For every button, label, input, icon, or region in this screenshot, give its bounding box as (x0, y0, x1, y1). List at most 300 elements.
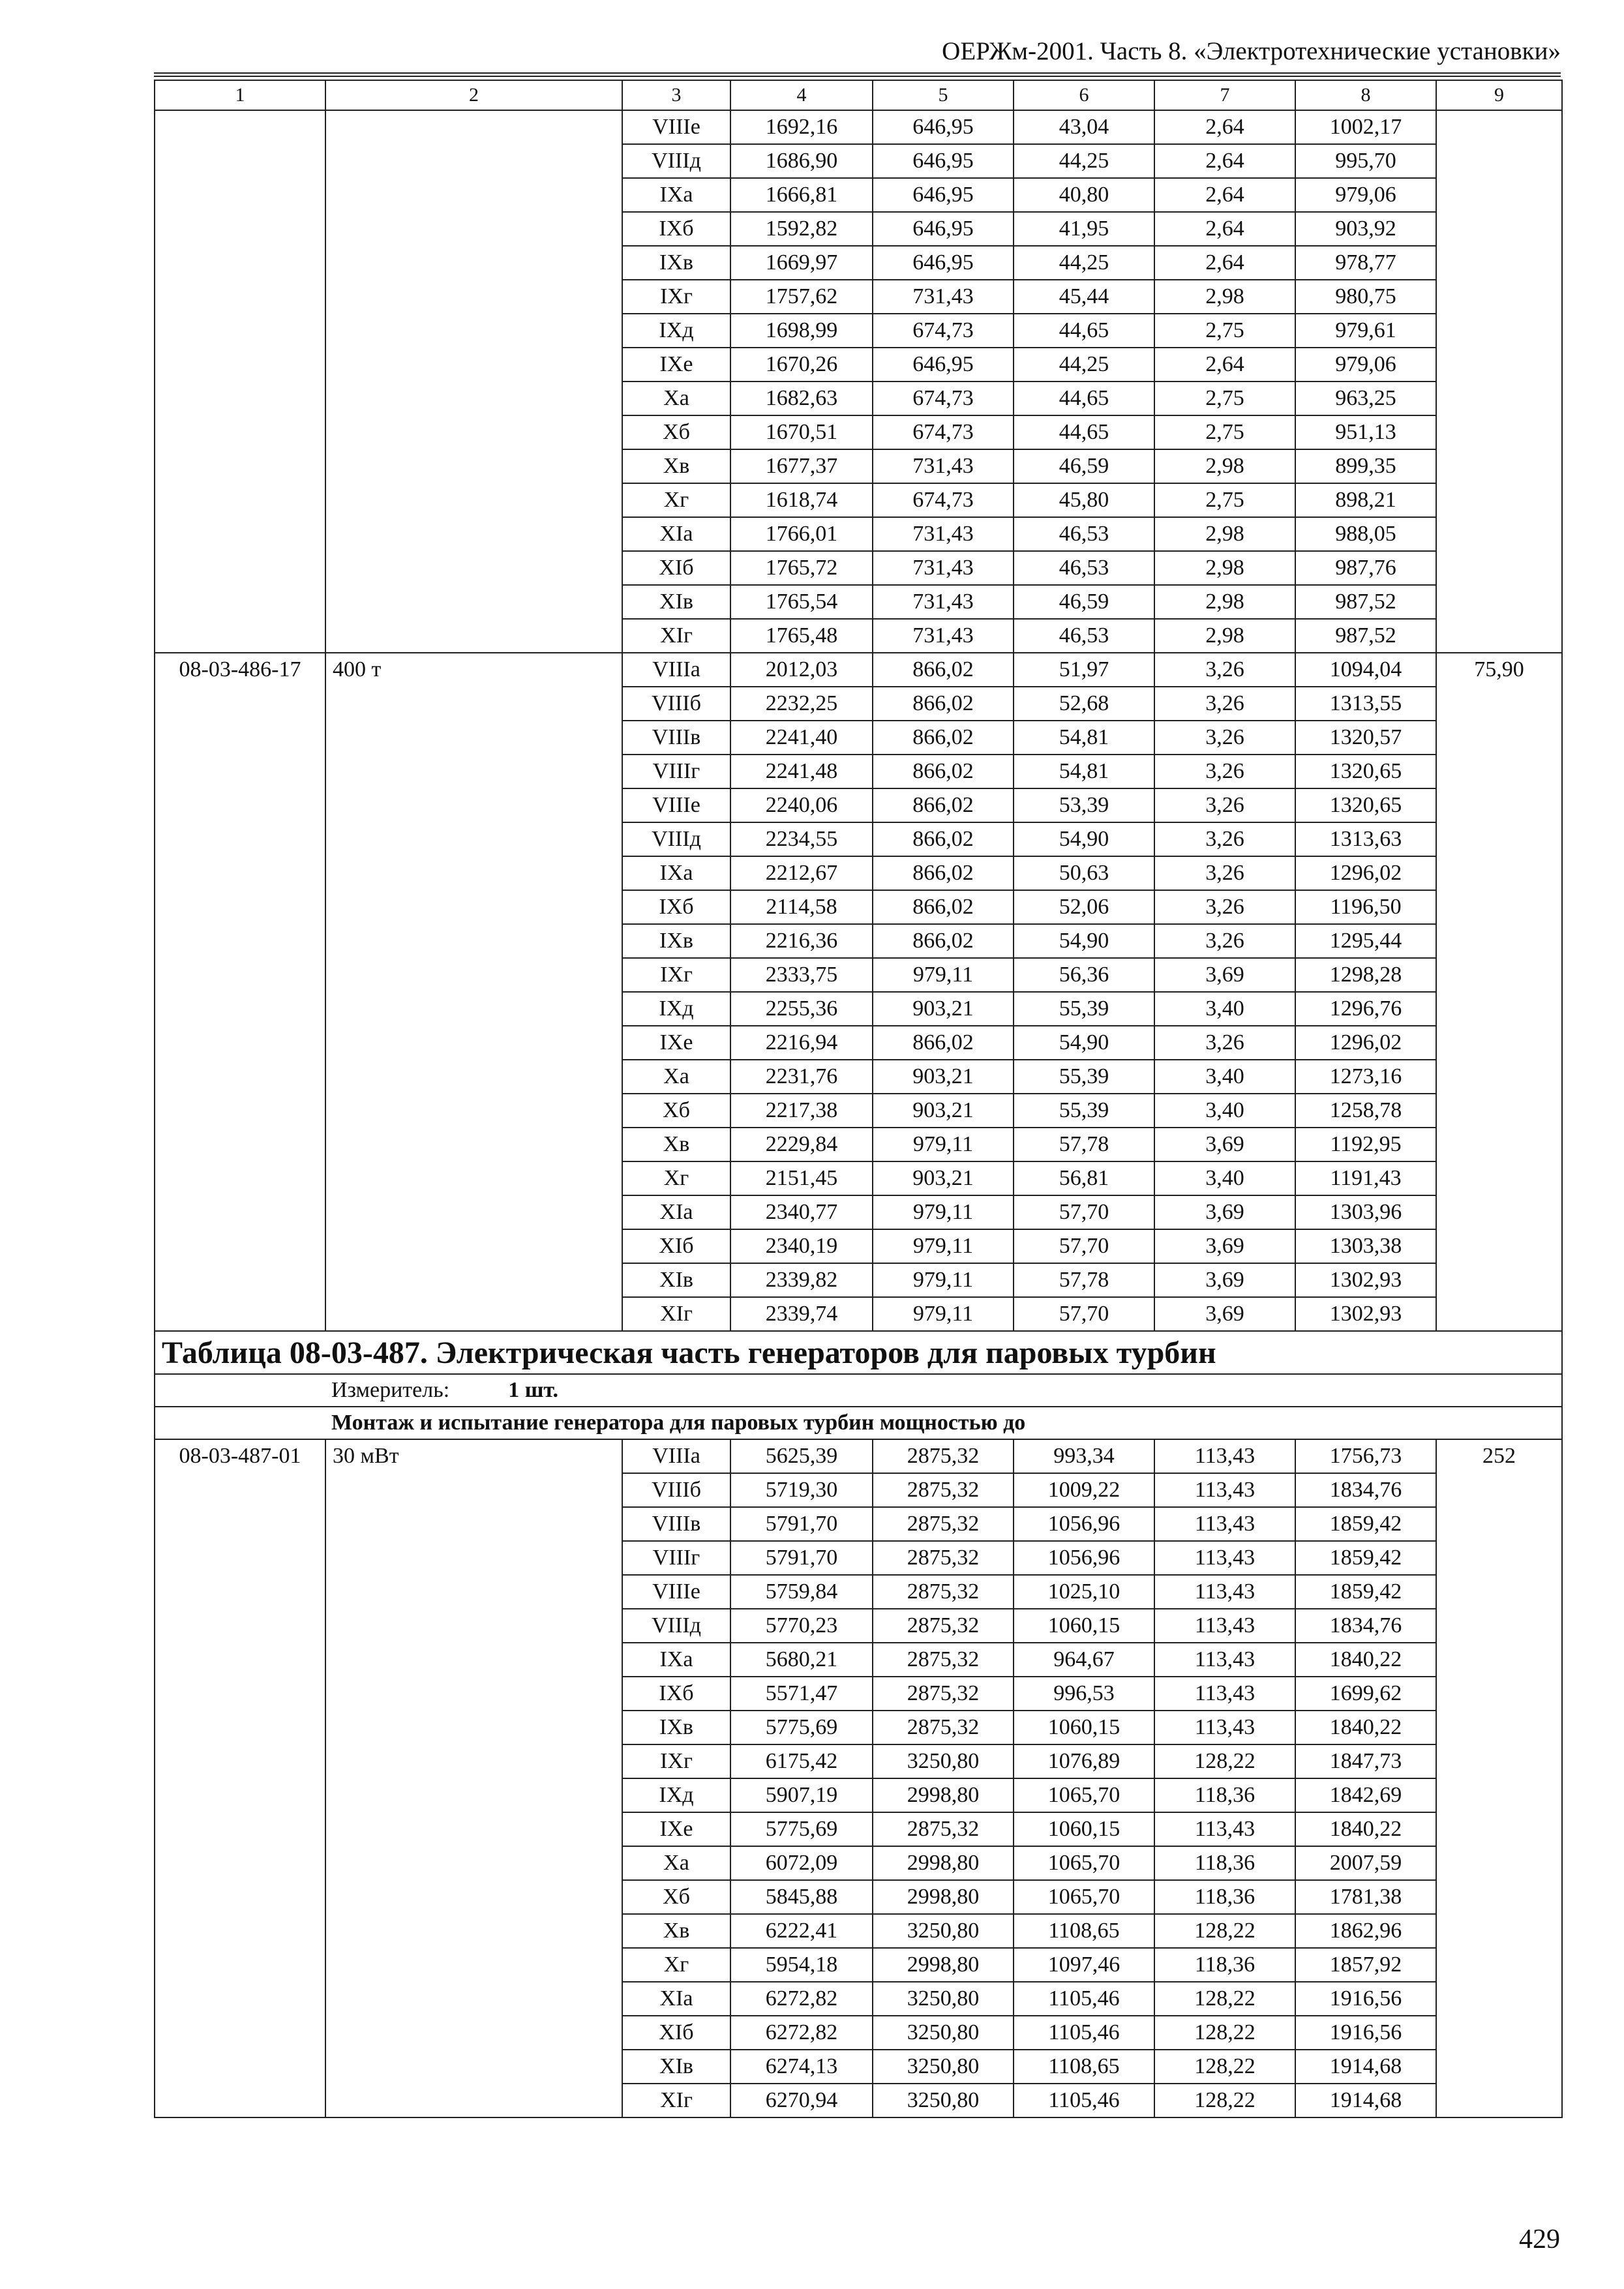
column-number: 2 (325, 80, 622, 110)
data-cell: 1273,16 (1295, 1060, 1436, 1094)
table-row (155, 110, 1562, 144)
data-cell: 979,11 (873, 1263, 1014, 1297)
data-cell: 46,53 (1014, 517, 1154, 551)
data-cell: 2240,06 (730, 788, 873, 822)
data-cell: 1859,42 (1295, 1541, 1436, 1575)
data-cell: 2,64 (1154, 110, 1295, 144)
data-cell: 1677,37 (730, 449, 873, 483)
data-cell: 2875,32 (873, 1439, 1014, 1473)
data-cell: 1669,97 (730, 246, 873, 280)
data-cell: 2,98 (1154, 585, 1295, 619)
subheading-row (155, 1407, 1562, 1439)
data-cell: 1670,51 (730, 415, 873, 449)
column-number: 8 (1295, 80, 1436, 110)
data-cell: 2875,32 (873, 1711, 1014, 1744)
data-cell: 3250,80 (873, 2050, 1014, 2084)
data-cell: 57,70 (1014, 1195, 1154, 1229)
data-cell: 46,53 (1014, 551, 1154, 585)
meter-cell (155, 1374, 1562, 1407)
data-cell: 55,39 (1014, 1094, 1154, 1128)
data-cell: 1076,89 (1014, 1744, 1154, 1778)
data-cell: 46,59 (1014, 449, 1154, 483)
data-cell: 1097,46 (1014, 1948, 1154, 1982)
data-cell: 5845,88 (730, 1880, 873, 1914)
data-cell: 41,95 (1014, 212, 1154, 246)
data-cell: 964,67 (1014, 1643, 1154, 1677)
data-cell: 1296,02 (1295, 856, 1436, 890)
data-cell: VIIIа (622, 1439, 730, 1473)
data-cell: 52,06 (1014, 890, 1154, 924)
data-cell: 3,26 (1154, 890, 1295, 924)
data-cell: 731,43 (873, 280, 1014, 314)
rate-name-cell: 400 т (325, 653, 622, 1331)
data-cell: 1698,99 (730, 314, 873, 348)
data-cell: 3,26 (1154, 788, 1295, 822)
column-number: 6 (1014, 80, 1154, 110)
data-cell: 54,90 (1014, 822, 1154, 856)
data-cell: 987,52 (1295, 619, 1436, 653)
data-cell: IXг (622, 280, 730, 314)
column-number: 9 (1436, 80, 1562, 110)
data-cell: Xб (622, 415, 730, 449)
data-cell: 128,22 (1154, 2084, 1295, 2117)
data-cell: 1765,54 (730, 585, 873, 619)
data-cell: Xв (622, 1914, 730, 1948)
section-title-row (155, 1331, 1562, 1374)
meter-row (155, 1374, 1562, 1407)
data-cell: 1682,63 (730, 382, 873, 415)
data-cell: 5759,84 (730, 1575, 873, 1609)
data-cell: 2,64 (1154, 144, 1295, 178)
data-cell: 674,73 (873, 382, 1014, 415)
data-cell: 731,43 (873, 585, 1014, 619)
data-cell: 2,64 (1154, 212, 1295, 246)
data-cell: 866,02 (873, 788, 1014, 822)
data-cell: VIIIв (622, 1507, 730, 1541)
data-cell: 45,44 (1014, 280, 1154, 314)
data-cell: 2875,32 (873, 1643, 1014, 1677)
data-cell: 1840,22 (1295, 1812, 1436, 1846)
data-cell: 866,02 (873, 687, 1014, 721)
data-cell: 5791,70 (730, 1507, 873, 1541)
data-cell: IXв (622, 1711, 730, 1744)
data-cell: VIIIг (622, 1541, 730, 1575)
data-cell: 5907,19 (730, 1778, 873, 1812)
data-cell: 5770,23 (730, 1609, 873, 1643)
data-cell: 2339,74 (730, 1297, 873, 1331)
data-cell: IXе (622, 1812, 730, 1846)
data-cell: Xг (622, 1948, 730, 1982)
data-cell: 1756,73 (1295, 1439, 1436, 1473)
data-cell: 1108,65 (1014, 1914, 1154, 1948)
data-cell: 2231,76 (730, 1060, 873, 1094)
data-cell: 3250,80 (873, 1744, 1014, 1778)
data-cell: 46,59 (1014, 585, 1154, 619)
data-cell: 2255,36 (730, 992, 873, 1026)
labor-cell: 75,90 (1436, 653, 1562, 1331)
data-cell: 2875,32 (873, 1609, 1014, 1643)
data-cell: 2,75 (1154, 415, 1295, 449)
data-cell: 731,43 (873, 551, 1014, 585)
data-cell: 903,21 (873, 1161, 1014, 1195)
data-cell: 1192,95 (1295, 1128, 1436, 1161)
data-cell: 979,11 (873, 1128, 1014, 1161)
data-cell: 1757,62 (730, 280, 873, 314)
data-cell: 56,81 (1014, 1161, 1154, 1195)
data-cell: 2875,32 (873, 1507, 1014, 1541)
data-cell: 5571,47 (730, 1677, 873, 1711)
data-cell: 3,69 (1154, 958, 1295, 992)
table-title: Таблица 08-03-487. Электрическая часть генераторов для паровых турбин (155, 1331, 1562, 1374)
meter-value: 1 шт. (508, 1378, 559, 1402)
data-cell: XIв (622, 585, 730, 619)
data-cell: 979,11 (873, 1195, 1014, 1229)
data-cell: 2216,36 (730, 924, 873, 958)
data-cell: 2114,58 (730, 890, 873, 924)
rate-code-cell: 08-03-486-17 (155, 653, 325, 1331)
data-cell: 2998,80 (873, 1880, 1014, 1914)
data-cell: 113,43 (1154, 1643, 1295, 1677)
data-cell: 53,39 (1014, 788, 1154, 822)
data-cell: 40,80 (1014, 178, 1154, 212)
data-cell: 2,64 (1154, 348, 1295, 382)
data-cell: 1060,15 (1014, 1711, 1154, 1744)
data-cell: 2,98 (1154, 280, 1295, 314)
data-cell: XIа (622, 1982, 730, 2016)
data-cell: 979,11 (873, 958, 1014, 992)
data-cell: Xб (622, 1094, 730, 1128)
data-cell: 2339,82 (730, 1263, 873, 1297)
data-cell: 5775,69 (730, 1812, 873, 1846)
data-cell: 54,90 (1014, 924, 1154, 958)
column-number: 1 (155, 80, 325, 110)
data-cell: 113,43 (1154, 1677, 1295, 1711)
data-cell: 2241,48 (730, 755, 873, 788)
data-cell: 5791,70 (730, 1541, 873, 1575)
data-cell: 1302,93 (1295, 1297, 1436, 1331)
data-cell: XIа (622, 1195, 730, 1229)
data-cell: 903,21 (873, 992, 1014, 1026)
data-cell: 1320,65 (1295, 755, 1436, 788)
data-cell: 3,69 (1154, 1128, 1295, 1161)
data-cell: XIа (622, 517, 730, 551)
data-cell: 45,80 (1014, 483, 1154, 517)
data-cell: 46,53 (1014, 619, 1154, 653)
data-cell: IXг (622, 958, 730, 992)
data-cell: 118,36 (1154, 1880, 1295, 1914)
data-cell: 3250,80 (873, 2016, 1014, 2050)
data-cell: 1618,74 (730, 483, 873, 517)
data-cell: 1313,55 (1295, 687, 1436, 721)
data-cell: 1065,70 (1014, 1846, 1154, 1880)
meter-label: Измеритель: (331, 1378, 450, 1402)
data-cell: 113,43 (1154, 1609, 1295, 1643)
data-cell: 646,95 (873, 110, 1014, 144)
data-cell: 1692,16 (730, 110, 873, 144)
data-cell: 1916,56 (1295, 2016, 1436, 2050)
data-cell: XIг (622, 2084, 730, 2117)
column-number: 7 (1154, 80, 1295, 110)
data-cell: 3250,80 (873, 1914, 1014, 1948)
data-cell: 646,95 (873, 144, 1014, 178)
data-cell: 6175,42 (730, 1744, 873, 1778)
data-cell: 979,61 (1295, 314, 1436, 348)
data-cell: 6274,13 (730, 2050, 873, 2084)
data-cell: 1859,42 (1295, 1507, 1436, 1541)
data-cell: 1857,92 (1295, 1948, 1436, 1982)
data-cell: 903,92 (1295, 212, 1436, 246)
data-cell: 1834,76 (1295, 1609, 1436, 1643)
data-cell: 1105,46 (1014, 2016, 1154, 2050)
data-cell: 951,13 (1295, 415, 1436, 449)
data-cell: IXб (622, 890, 730, 924)
data-cell: 3250,80 (873, 2084, 1014, 2117)
data-cell: 57,78 (1014, 1263, 1154, 1297)
data-cell: Xв (622, 449, 730, 483)
data-cell: IXе (622, 348, 730, 382)
data-cell: 3250,80 (873, 1982, 1014, 2016)
data-cell: 2998,80 (873, 1948, 1014, 1982)
data-cell: 1847,73 (1295, 1744, 1436, 1778)
data-cell: 1295,44 (1295, 924, 1436, 958)
data-cell: 993,34 (1014, 1439, 1154, 1473)
data-cell: 3,26 (1154, 856, 1295, 890)
data-cell: 2234,55 (730, 822, 873, 856)
data-cell: XIв (622, 1263, 730, 1297)
data-cell: 3,69 (1154, 1263, 1295, 1297)
data-cell: 3,26 (1154, 1026, 1295, 1060)
data-cell: 2875,32 (873, 1541, 1014, 1575)
data-cell: Xг (622, 483, 730, 517)
data-cell: 2212,67 (730, 856, 873, 890)
data-cell: 1834,76 (1295, 1473, 1436, 1507)
data-cell: IXа (622, 1643, 730, 1677)
column-number-row (155, 80, 1562, 110)
data-cell: 44,25 (1014, 246, 1154, 280)
data-cell: 1840,22 (1295, 1711, 1436, 1744)
data-cell: 1094,04 (1295, 653, 1436, 687)
data-cell: VIIIг (622, 755, 730, 788)
data-cell: 57,70 (1014, 1297, 1154, 1331)
data-cell: 866,02 (873, 1026, 1014, 1060)
data-cell: XIв (622, 2050, 730, 2084)
data-cell: 52,68 (1014, 687, 1154, 721)
data-cell: 50,63 (1014, 856, 1154, 890)
data-cell: 1060,15 (1014, 1812, 1154, 1846)
data-cell: 1592,82 (730, 212, 873, 246)
data-cell: IXд (622, 1778, 730, 1812)
data-cell: 988,05 (1295, 517, 1436, 551)
data-cell: 44,65 (1014, 415, 1154, 449)
data-cell: 128,22 (1154, 2050, 1295, 2084)
data-cell: 1840,22 (1295, 1643, 1436, 1677)
data-cell: 980,75 (1295, 280, 1436, 314)
data-cell: 44,25 (1014, 144, 1154, 178)
data-cell: 54,81 (1014, 721, 1154, 755)
data-cell: 3,26 (1154, 653, 1295, 687)
data-cell: 2216,94 (730, 1026, 873, 1060)
data-cell: 963,25 (1295, 382, 1436, 415)
data-cell: XIб (622, 551, 730, 585)
data-cell: 128,22 (1154, 1744, 1295, 1778)
data-cell: Xг (622, 1161, 730, 1195)
data-cell: 899,35 (1295, 449, 1436, 483)
data-cell: 2232,25 (730, 687, 873, 721)
data-cell: 113,43 (1154, 1711, 1295, 1744)
data-cell: 6272,82 (730, 2016, 873, 2050)
data-cell: 5719,30 (730, 1473, 873, 1507)
data-cell: XIб (622, 1229, 730, 1263)
data-cell: 866,02 (873, 890, 1014, 924)
data-cell: 1916,56 (1295, 1982, 1436, 2016)
data-cell: 6272,82 (730, 1982, 873, 2016)
data-cell: 2998,80 (873, 1778, 1014, 1812)
data-cell: 1065,70 (1014, 1880, 1154, 1914)
data-cell: 2340,19 (730, 1229, 873, 1263)
data-cell: 1296,76 (1295, 992, 1436, 1026)
running-header: ОЕРЖм-2001. Часть 8. «Электротехнические установки» (942, 37, 1561, 65)
data-cell: IXб (622, 212, 730, 246)
rate-code-cell: 08-03-487-01 (155, 1439, 325, 2117)
data-cell: 44,65 (1014, 382, 1154, 415)
data-cell: IXб (622, 1677, 730, 1711)
data-cell: 1842,69 (1295, 1778, 1436, 1812)
data-cell: 903,21 (873, 1094, 1014, 1128)
subheading: Монтаж и испытание генератора для паровых турбин мощностью до (155, 1407, 1562, 1439)
data-cell: 1914,68 (1295, 2050, 1436, 2084)
data-cell: 995,70 (1295, 144, 1436, 178)
data-cell: 2151,45 (730, 1161, 873, 1195)
data-cell: 2998,80 (873, 1846, 1014, 1880)
data-cell: 1320,57 (1295, 721, 1436, 755)
data-cell: 2012,03 (730, 653, 873, 687)
data-cell: Xа (622, 1846, 730, 1880)
data-cell: 57,78 (1014, 1128, 1154, 1161)
data-cell: 1025,10 (1014, 1575, 1154, 1609)
data-cell: 3,26 (1154, 755, 1295, 788)
data-cell: 1302,93 (1295, 1263, 1436, 1297)
data-cell: 1191,43 (1295, 1161, 1436, 1195)
data-cell: VIIIб (622, 1473, 730, 1507)
table-row (155, 653, 1562, 687)
data-cell: VIIIа (622, 653, 730, 687)
data-cell: 44,65 (1014, 314, 1154, 348)
data-cell: IXг (622, 1744, 730, 1778)
header-rule (154, 72, 1561, 77)
data-cell: 1686,90 (730, 144, 873, 178)
data-cell: 2,64 (1154, 178, 1295, 212)
data-cell: 3,40 (1154, 992, 1295, 1026)
data-cell: Xб (622, 1880, 730, 1914)
data-cell: 118,36 (1154, 1846, 1295, 1880)
rate-name-cell: 30 мВт (325, 1439, 622, 2117)
data-cell: 2,98 (1154, 517, 1295, 551)
data-cell: 128,22 (1154, 2016, 1295, 2050)
data-cell: 898,21 (1295, 483, 1436, 517)
data-cell: 3,40 (1154, 1161, 1295, 1195)
data-cell: 5625,39 (730, 1439, 873, 1473)
data-cell: 3,40 (1154, 1060, 1295, 1094)
data-cell: 57,70 (1014, 1229, 1154, 1263)
data-cell: 2,75 (1154, 483, 1295, 517)
data-cell: 646,95 (873, 348, 1014, 382)
data-cell: 44,25 (1014, 348, 1154, 382)
data-cell: 987,52 (1295, 585, 1436, 619)
data-cell: 1105,46 (1014, 2084, 1154, 2117)
data-cell: 3,69 (1154, 1195, 1295, 1229)
data-cell: 2,75 (1154, 314, 1295, 348)
data-cell: IXе (622, 1026, 730, 1060)
data-cell: 1670,26 (730, 348, 873, 382)
data-cell: 2333,75 (730, 958, 873, 992)
rate-code-cell (155, 110, 325, 653)
data-cell: XIб (622, 2016, 730, 2050)
data-cell: 2,98 (1154, 449, 1295, 483)
data-cell: 1914,68 (1295, 2084, 1436, 2117)
data-cell: 1065,70 (1014, 1778, 1154, 1812)
data-cell: 866,02 (873, 856, 1014, 890)
data-cell: 1196,50 (1295, 890, 1436, 924)
labor-cell: 252 (1436, 1439, 1562, 2117)
data-cell: 2875,32 (873, 1575, 1014, 1609)
data-cell: 3,26 (1154, 924, 1295, 958)
column-number: 4 (730, 80, 873, 110)
data-cell: 2875,32 (873, 1812, 1014, 1846)
data-cell: 1765,72 (730, 551, 873, 585)
data-cell: 54,90 (1014, 1026, 1154, 1060)
data-cell: Xа (622, 1060, 730, 1094)
data-cell: 1298,28 (1295, 958, 1436, 992)
data-cell: 2217,38 (730, 1094, 873, 1128)
data-cell: VIIIб (622, 687, 730, 721)
data-cell: 1859,42 (1295, 1575, 1436, 1609)
data-cell: 6270,94 (730, 2084, 873, 2117)
data-cell: 996,53 (1014, 1677, 1154, 1711)
data-cell: 5775,69 (730, 1711, 873, 1744)
data-cell: 1056,96 (1014, 1541, 1154, 1575)
data-cell: IXв (622, 246, 730, 280)
data-cell: 866,02 (873, 653, 1014, 687)
data-cell: 979,06 (1295, 178, 1436, 212)
data-cell: 987,76 (1295, 551, 1436, 585)
data-cell: 1060,15 (1014, 1609, 1154, 1643)
data-cell: 2875,32 (873, 1677, 1014, 1711)
data-cell: 55,39 (1014, 1060, 1154, 1094)
data-cell: 1105,46 (1014, 1982, 1154, 2016)
data-cell: IXа (622, 178, 730, 212)
data-cell: 731,43 (873, 619, 1014, 653)
data-cell: 1766,01 (730, 517, 873, 551)
data-cell: 113,43 (1154, 1575, 1295, 1609)
data-cell: 5680,21 (730, 1643, 873, 1677)
data-cell: 118,36 (1154, 1948, 1295, 1982)
data-cell: 1296,02 (1295, 1026, 1436, 1060)
data-cell: 979,06 (1295, 348, 1436, 382)
data-cell: 2,75 (1154, 382, 1295, 415)
data-cell: IXв (622, 924, 730, 958)
data-cell: 6072,09 (730, 1846, 873, 1880)
data-cell: 1862,96 (1295, 1914, 1436, 1948)
data-cell: 5954,18 (730, 1948, 873, 1982)
data-cell: VIIIе (622, 110, 730, 144)
table-row (155, 1439, 1562, 1473)
data-cell: 866,02 (873, 721, 1014, 755)
data-cell: 646,95 (873, 212, 1014, 246)
data-cell: XIг (622, 619, 730, 653)
data-cell: VIIIе (622, 788, 730, 822)
data-cell: 1781,38 (1295, 1880, 1436, 1914)
data-cell: 1765,48 (730, 619, 873, 653)
